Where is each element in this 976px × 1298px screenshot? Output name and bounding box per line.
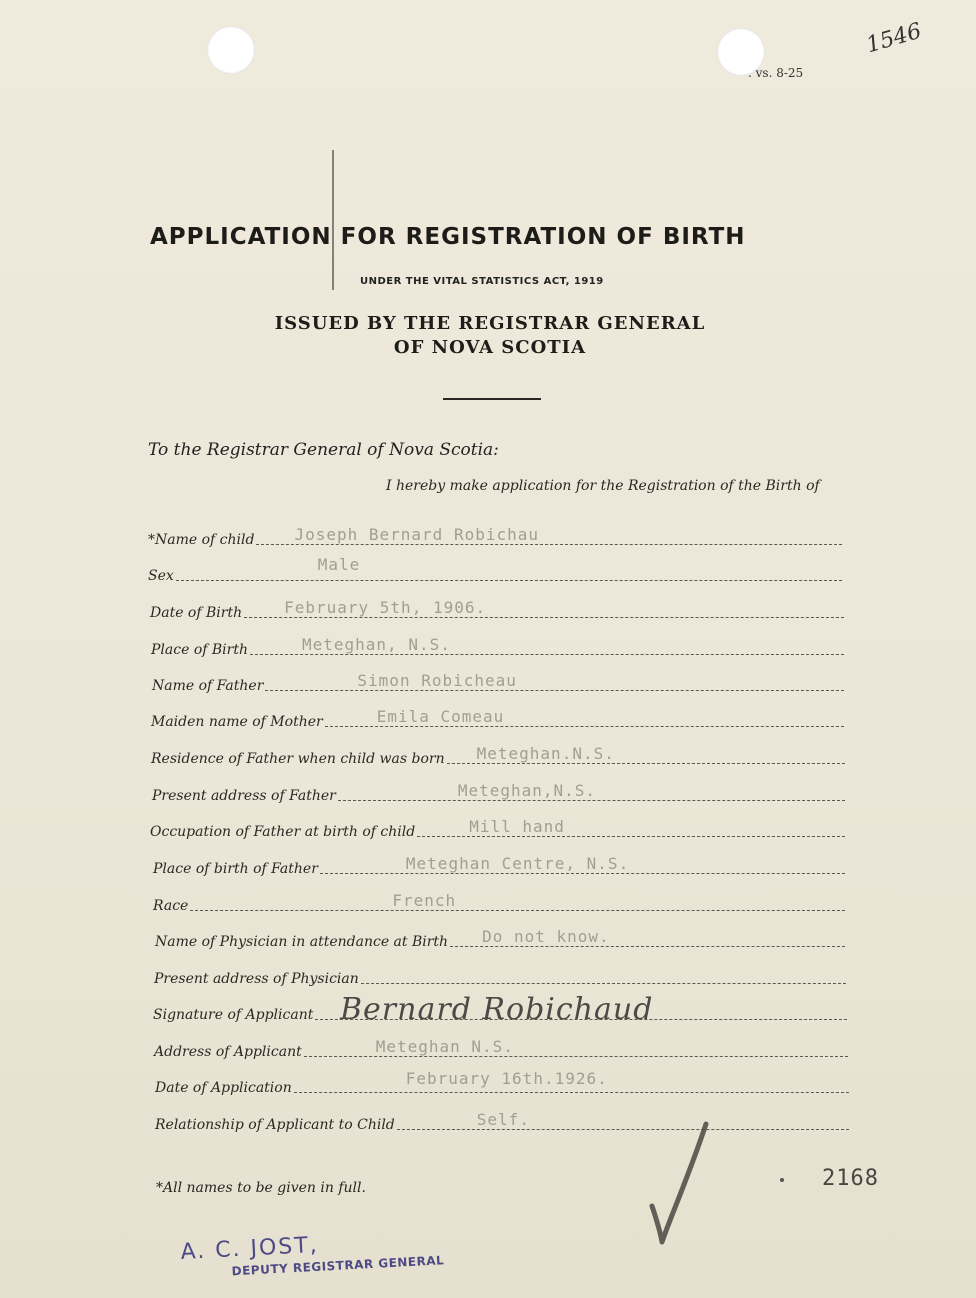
intro-text: I hereby make application for the Registration of the Birth of [386, 478, 820, 494]
field-value: Meteghan Centre, N.S. [405, 854, 630, 873]
field-label: Date of Birth [150, 605, 243, 621]
field-present-address-of-physician [154, 965, 846, 987]
field-value: Meteghan, N.S. [301, 635, 451, 654]
field-label: Signature of Applicant [153, 1007, 314, 1023]
stamped-number: 2168 [822, 1166, 879, 1191]
field-line [294, 1069, 849, 1093]
field-value: Male [317, 555, 361, 574]
field-value: Emila Comeau [376, 707, 505, 726]
field-line [250, 636, 844, 655]
field-line [190, 892, 845, 911]
handwritten-number: 1546 [863, 18, 925, 59]
field-value: February 16th.1926. [405, 1069, 608, 1088]
field-line [447, 745, 845, 764]
applicant-signature: Bernard Robichaud [340, 992, 654, 1027]
fold-line [332, 150, 334, 290]
footnote: *All names to be given in full. [156, 1180, 366, 1196]
field-label: Date of Application [155, 1080, 292, 1096]
ink-dot [780, 1178, 784, 1182]
field-line [320, 855, 845, 874]
field-value: Do not know. [482, 927, 610, 946]
field-value: Meteghan N.S. [375, 1037, 514, 1056]
field-value: Simon Robicheau [357, 671, 517, 690]
field-line [304, 1038, 848, 1057]
stamp-name: A. C. JOST, [180, 1232, 320, 1265]
title-divider [443, 398, 541, 400]
field-line [244, 599, 844, 618]
form-code: . vs. 8-25 [748, 66, 804, 80]
form-title: APPLICATION FOR REGISTRATION OF BIRTH [150, 224, 746, 250]
check-mark-icon [640, 1118, 720, 1248]
field-line [265, 672, 844, 691]
field-name-of-child [148, 526, 842, 548]
field-date-of-application [155, 1069, 849, 1096]
field-present-address-of-father [152, 782, 845, 804]
field-maiden-name-of-mother [151, 708, 844, 730]
field-line [450, 928, 845, 947]
field-value: Meteghan,N.S. [457, 781, 597, 800]
field-label: Place of Birth [151, 642, 248, 658]
field-name-of-physician [155, 928, 845, 950]
field-address-of-applicant [154, 1038, 848, 1060]
field-race [153, 892, 845, 914]
field-label: Relationship of Applicant to Child [155, 1117, 395, 1133]
field-occupation-of-father [150, 818, 845, 840]
field-label: Name of Physician in attendance at Birth [155, 934, 449, 950]
field-sex [148, 555, 842, 584]
field-name-of-father [152, 672, 844, 694]
field-value: Self. [476, 1110, 530, 1129]
field-label: Address of Applicant [154, 1044, 302, 1060]
field-label: Name of Father [152, 678, 264, 694]
field-value: Mill hand [469, 817, 565, 836]
field-line [361, 965, 846, 984]
field-line [176, 555, 842, 581]
field-label: *Name of child [148, 532, 255, 548]
field-line [325, 708, 844, 727]
field-place-of-birth-of-father [153, 855, 845, 877]
field-value: February 5th, 1906. [284, 598, 487, 617]
issued-by-line2: OF NOVA SCOTIA [393, 337, 587, 358]
field-label: Place of birth of Father [153, 861, 318, 877]
field-label: Present address of Physician [154, 971, 359, 987]
field-residence-of-father [151, 745, 845, 767]
field-label: Occupation of Father at birth of child [150, 824, 416, 840]
field-line [417, 818, 845, 837]
registrar-stamp [180, 1226, 445, 1281]
field-label: Race [153, 898, 189, 914]
issued-by-line1: ISSUED BY THE REGISTRAR GENERAL [274, 313, 706, 334]
field-value: French [392, 891, 457, 910]
punch-hole-left [207, 26, 255, 74]
field-line [397, 1111, 849, 1130]
field-date-of-birth [150, 599, 844, 621]
field-relationship-of-applicant [155, 1111, 849, 1133]
form-subtitle: UNDER THE VITAL STATISTICS ACT, 1919 [360, 276, 604, 287]
field-label: Maiden name of Mother [151, 714, 323, 730]
field-line [256, 526, 842, 545]
field-label: Sex [148, 568, 174, 584]
field-label: Residence of Father when child was born [151, 751, 445, 767]
field-value: Meteghan.N.S. [476, 744, 615, 763]
field-line [338, 782, 845, 801]
field-place-of-birth [151, 636, 844, 658]
salutation: To the Registrar General of Nova Scotia: [148, 440, 499, 460]
field-label: Present address of Father [152, 788, 336, 804]
field-value: Joseph Bernard Robichau [294, 525, 540, 544]
stamp-role: DEPUTY REGISTRAR GENERAL [231, 1253, 445, 1279]
issued-by [220, 312, 760, 360]
